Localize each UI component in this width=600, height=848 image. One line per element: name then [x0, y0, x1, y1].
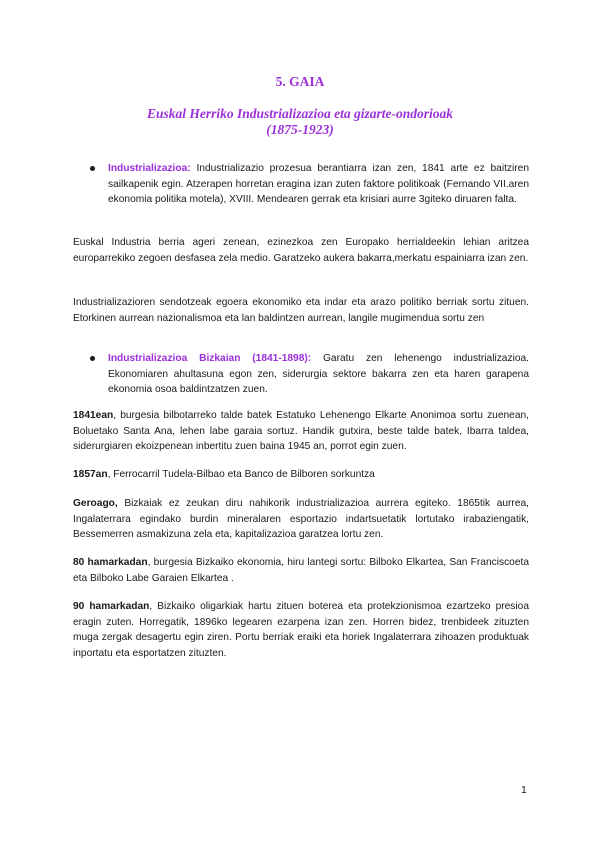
paragraph-lead: 90 hamarkadan: [73, 601, 150, 612]
paragraph-80-hamarkadan: [73, 555, 529, 586]
paragraph-1: [73, 235, 529, 266]
paragraph-text: Industrializazioren sendotzeak egoera ekonomiko eta indar eta arazo politiko berriak sortu zituen. Etorkinen aurrean nazionalismoa eta lan baldintzen aurrean, langile mugimendua sortu zen: [73, 297, 529, 324]
paragraph-1857: [73, 467, 529, 483]
paragraph-text: Bizkaiak ez zeukan diru nahikorik industrializazioa aurrera egiteko. 1865tik aurrea, Ingalaterrara egindako burdin mineralaren esportazio indartsuetatik lortutako irabaziengatik, Bessemerren asmakizuna zela eta, kapitalizazioa garatzea lortu zen.: [73, 498, 529, 541]
bullet-icon: [90, 166, 95, 171]
paragraph-lead: 1841ean: [73, 410, 114, 421]
bullet-item-bizkaia: [108, 351, 529, 398]
paragraph-lead: Geroago,: [73, 498, 118, 509]
unit-heading: 5. GAIA: [275, 74, 325, 89]
paragraph-lead: 1857an: [73, 469, 108, 480]
bullet-label: Industrializazioa Bizkaian (1841-1898):: [108, 353, 312, 364]
paragraph-2: [73, 295, 529, 326]
title-line-2: (1875-1923): [266, 122, 334, 137]
document-title: [0, 106, 600, 138]
bullet-text: Garatu zen lehenengo industrializazioa. Ekonomiaren ahultasuna egon zen, siderurgia sektore bakarra zen eta haren garapena ekonomia osoa baldintzatzen zuen.: [108, 353, 529, 396]
paragraph-90-hamarkadan: [73, 599, 529, 662]
title-line-1: Euskal Herriko Industrializazioa eta gizarte-ondorioak: [146, 106, 454, 121]
paragraph-lead: 80 hamarkadan: [73, 557, 148, 568]
bullet-item-industrializazioa: [108, 161, 529, 208]
paragraph-1841: [73, 408, 529, 455]
paragraph-text: , burgesia Bizkaiko ekonomia, hiru lantegi sortu: Bilboko Elkartea, San Franciscoeta eta Bilboko Labe Garaien Elkartea .: [73, 557, 529, 584]
bullet-text: Industrializazio prozesua berantiarra izan zen, 1841 arte ez baitziren sailkapenik egin. Atzerapen horretan eragina izan zuten faktore politikoak (Fernando VII.aren ekonomia politika motela), XVIII. Mendearen gerrak eta krisiari aurre 3giteko diruaren falta.: [108, 163, 529, 206]
paragraph-geroago: [73, 496, 529, 543]
bullet-icon: [90, 356, 95, 361]
paragraph-text: , Bizkaiko oligarkiak hartu zituen boterea eta protekzionismoa ezartzeko presioa eragin zuten. Horregatik, 1896ko legearen ezarpena izan zen. Horren bidez, trenbideek zituzten muga zergak desagertu egin ziren. Portu berriak eraiki eta horiek Ingalaterrara zihoazen produktuak inportatu eta esportatzen zituzten.: [73, 601, 529, 660]
paragraph-text: Euskal Industria berria ageri zenean, ezinezkoa zen Europako herrialdeekin lehian aritzea europarrekiko zegoen desfasea zela medio. Garatzeko aukera bakarra,merkatu espainiarra izan zen.: [73, 237, 529, 264]
paragraph-text: , Ferrocarril Tudela-Bilbao eta Banco de Bilboren sorkuntza: [107, 469, 375, 480]
page-number: 1: [521, 784, 527, 796]
paragraph-text: , burgesia bilbotarreko talde batek Estatuko Lehenengo Elkarte Anonimoa sortu zuenean, Boluetako Santa Ana, lehen labe garaia sortuz. Handik gutxira, beste talde batek, Ibarra taldea, siderurgiaren ekoizpenean inbertitu zuen baina 1945 an, porrot egin zuen.: [73, 410, 529, 453]
bullet-label: Industrializazioa:: [108, 163, 191, 174]
